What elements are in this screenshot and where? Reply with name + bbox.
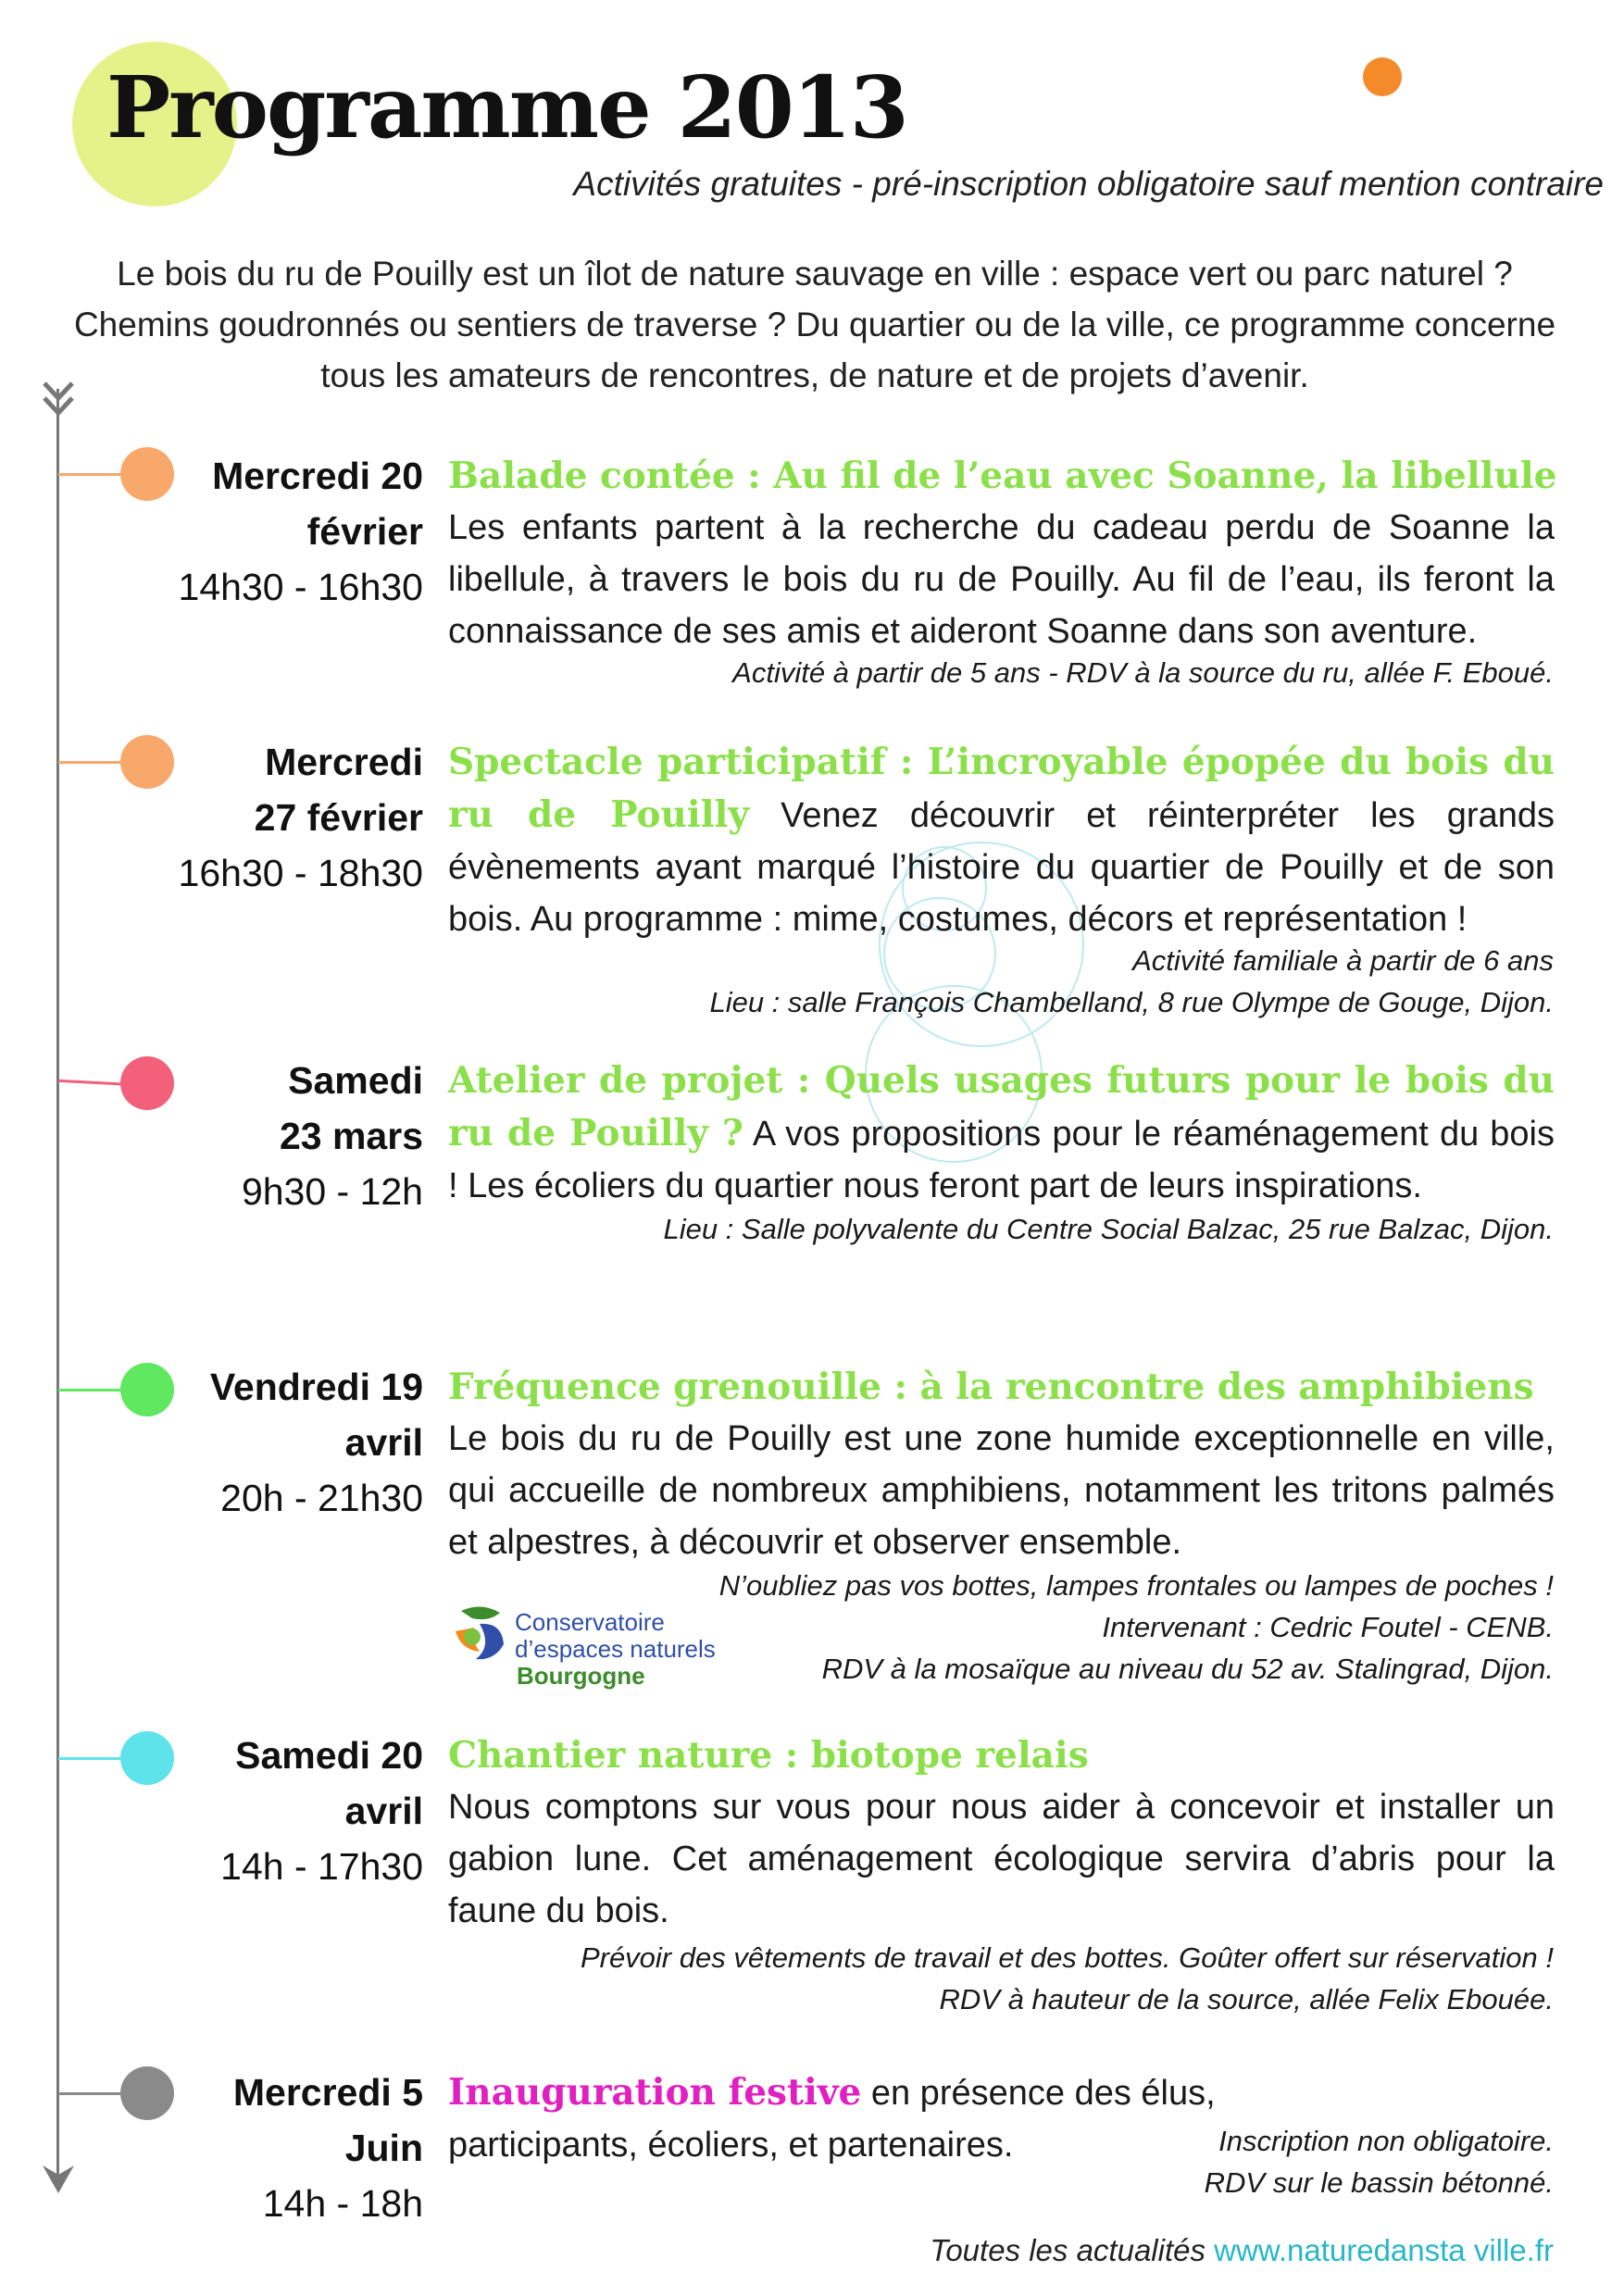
cen-logo-line: Bourgogne: [517, 1662, 645, 1690]
page-subtitle: Activités gratuites - pré-inscription obligatoire sauf mention contraire: [573, 165, 1604, 203]
event-date: [220, 1728, 423, 1894]
event-note: Intervenant : Cedric Foutel - CENB.: [1102, 1611, 1554, 1643]
timeline-arrow-tail-icon: [41, 381, 76, 424]
footer-label: Toutes les actualités: [930, 2233, 1206, 2267]
website-link[interactable]: www.naturedansta ville.fr: [1214, 2233, 1554, 2267]
event-day: Mercredi 20: [212, 455, 423, 497]
intro-paragraph: [56, 248, 1574, 401]
event-content: [448, 450, 1555, 657]
timeline-line: [56, 389, 59, 2176]
event-day: Samedi 20: [235, 1734, 423, 1777]
event-day: février: [306, 510, 423, 553]
event-content: [448, 1729, 1555, 1937]
event-description: Nous comptons sur vous pour nous aider à concevoir et installer un gabion lune. Cet aménagement écologique servira d’abris pour la faune du bois.: [448, 1788, 1555, 1930]
event-date: [242, 1053, 423, 1219]
event-description: Venez découvrir et réinterpréter les grands évènements ayant marqué l’histoire du quartier de Pouilly et de son bois. Au programme : mime, costumes, décors et représentation !: [448, 796, 1555, 939]
event-note: RDV à hauteur de la source, allée Felix Ebouée.: [939, 1983, 1554, 2015]
event-notes: [581, 1937, 1554, 2020]
event-title: Inauguration festive: [448, 2071, 862, 2114]
event-note: Lieu : salle François Chambelland, 8 rue Olympe de Gouge, Dijon.: [709, 986, 1554, 1018]
timeline-arrow-head-icon: [41, 2162, 76, 2195]
event-title: Fréquence grenouille : à la rencontre des amphibiens: [448, 1366, 1534, 1408]
decorative-orange-dot: [1363, 57, 1402, 96]
event-description: Les enfants partent à la recherche du cadeau perdu de Soanne la libellule, à travers le bois du ru de Pouilly. Au fil de l’eau, ils feront la connaissance de ses amis et aideront Soanne dans son aventure.: [448, 508, 1555, 651]
intro-line: Le bois du ru de Pouilly est un îlot de nature sauvage en ville : espace vert ou parc naturel ?: [117, 255, 1513, 293]
event-content: [448, 1054, 1555, 1212]
event-note: Lieu : Salle polyvalente du Centre Social Balzac, 25 rue Balzac, Dijon.: [663, 1213, 1554, 1245]
event-content: [448, 736, 1555, 945]
timeline-marker-dot: [120, 1363, 174, 1416]
event-day: Juin: [344, 2127, 423, 2169]
event-time: 14h - 18h: [262, 2182, 423, 2225]
event-time: 16h30 - 18h30: [178, 852, 423, 894]
cen-bourgogne-logo: [452, 1603, 730, 1696]
event-date: [179, 734, 423, 901]
cen-logo-text: [515, 1609, 716, 1690]
event-date: [210, 1359, 423, 1526]
event-note: Activité familiale à partir de 6 ans: [1132, 944, 1554, 977]
timeline-marker-dot: [120, 1056, 174, 1110]
event-notes: [732, 652, 1554, 693]
event-day: 23 mars: [279, 1115, 423, 1157]
cen-logo-icon: [452, 1603, 509, 1668]
event-title: Spectacle participatif : L’incroyable épopée du bois du ru de Pouilly: [448, 741, 1555, 836]
timeline-marker-dot: [120, 735, 174, 789]
event-notes: [709, 940, 1554, 1023]
cen-logo-line: Conservatoire: [515, 1608, 665, 1636]
event-title: Atelier de projet : Quels usages futurs pour le bois du ru de Pouilly ?: [448, 1059, 1555, 1154]
intro-line: Chemins goudronnés ou sentiers de traverse ? Du quartier ou de la ville, ce programme concerne: [73, 306, 1556, 343]
event-day: Mercredi: [265, 741, 423, 783]
event-note: N’oubliez pas vos bottes, lampes frontales ou lampes de poches !: [718, 1569, 1554, 1602]
event-note: Prévoir des vêtements de travail et des bottes. Goûter offert sur réservation !: [580, 1941, 1554, 1974]
timeline-marker-dot: [120, 1731, 174, 1785]
event-notes: [719, 1565, 1554, 1690]
event-notes: [663, 1208, 1554, 1250]
event-day: Vendredi 19: [209, 1366, 423, 1408]
event-note: Activité à partir de 5 ans - RDV à la source du ru, allée F. Eboué.: [732, 656, 1554, 689]
timeline-marker-dot: [120, 447, 174, 501]
event-notes: [1205, 2120, 1554, 2203]
event-date: [179, 448, 423, 615]
page-title: Programme 2013: [106, 57, 907, 157]
event-day: Samedi: [288, 1059, 423, 1102]
event-date: [233, 2065, 423, 2231]
event-day: 27 février: [254, 796, 423, 839]
event-time: 20h - 21h30: [220, 1477, 423, 1519]
event-note: RDV sur le bassin bétonné.: [1204, 2166, 1554, 2199]
intro-line: tous les amateurs de rencontres, de nature et de projets d’avenir.: [320, 356, 1309, 394]
timeline-marker-dot: [120, 2066, 174, 2120]
event-time: 9h30 - 12h: [241, 1170, 423, 1213]
event-note: Inscription non obligatoire.: [1218, 2125, 1554, 2157]
event-title: Chantier nature : biotope relais: [448, 1734, 1089, 1777]
event-note: RDV à la mosaïque au niveau du 52 av. Stalingrad, Dijon.: [821, 1653, 1554, 1685]
event-content: [448, 1361, 1555, 1568]
footer: [930, 2233, 1554, 2268]
event-day: avril: [344, 1790, 423, 1832]
event-title: Balade contée : Au fil de l’eau avec Soanne, la libellule: [448, 455, 1557, 497]
event-content: [448, 2066, 1244, 2171]
cen-logo-line: d’espaces naturels: [515, 1635, 716, 1663]
event-time: 14h30 - 16h30: [178, 566, 423, 608]
event-time: 14h - 17h30: [220, 1845, 423, 1888]
event-description: A vos propositions pour le réaménagement du bois ! Les écoliers du quartier nous feront part de leurs inspirations.: [448, 1115, 1555, 1205]
event-day: avril: [344, 1421, 423, 1464]
event-description: Le bois du ru de Pouilly est une zone humide exceptionnelle en ville, qui accueille de nombreux amphibiens, notamment les tritons palmés et alpestres, à découvrir et observer ensemble.: [448, 1419, 1555, 1562]
event-description: en présence des élus, participants, écoliers, et partenaires.: [448, 2074, 1216, 2165]
event-day: Mercredi 5: [232, 2071, 423, 2114]
